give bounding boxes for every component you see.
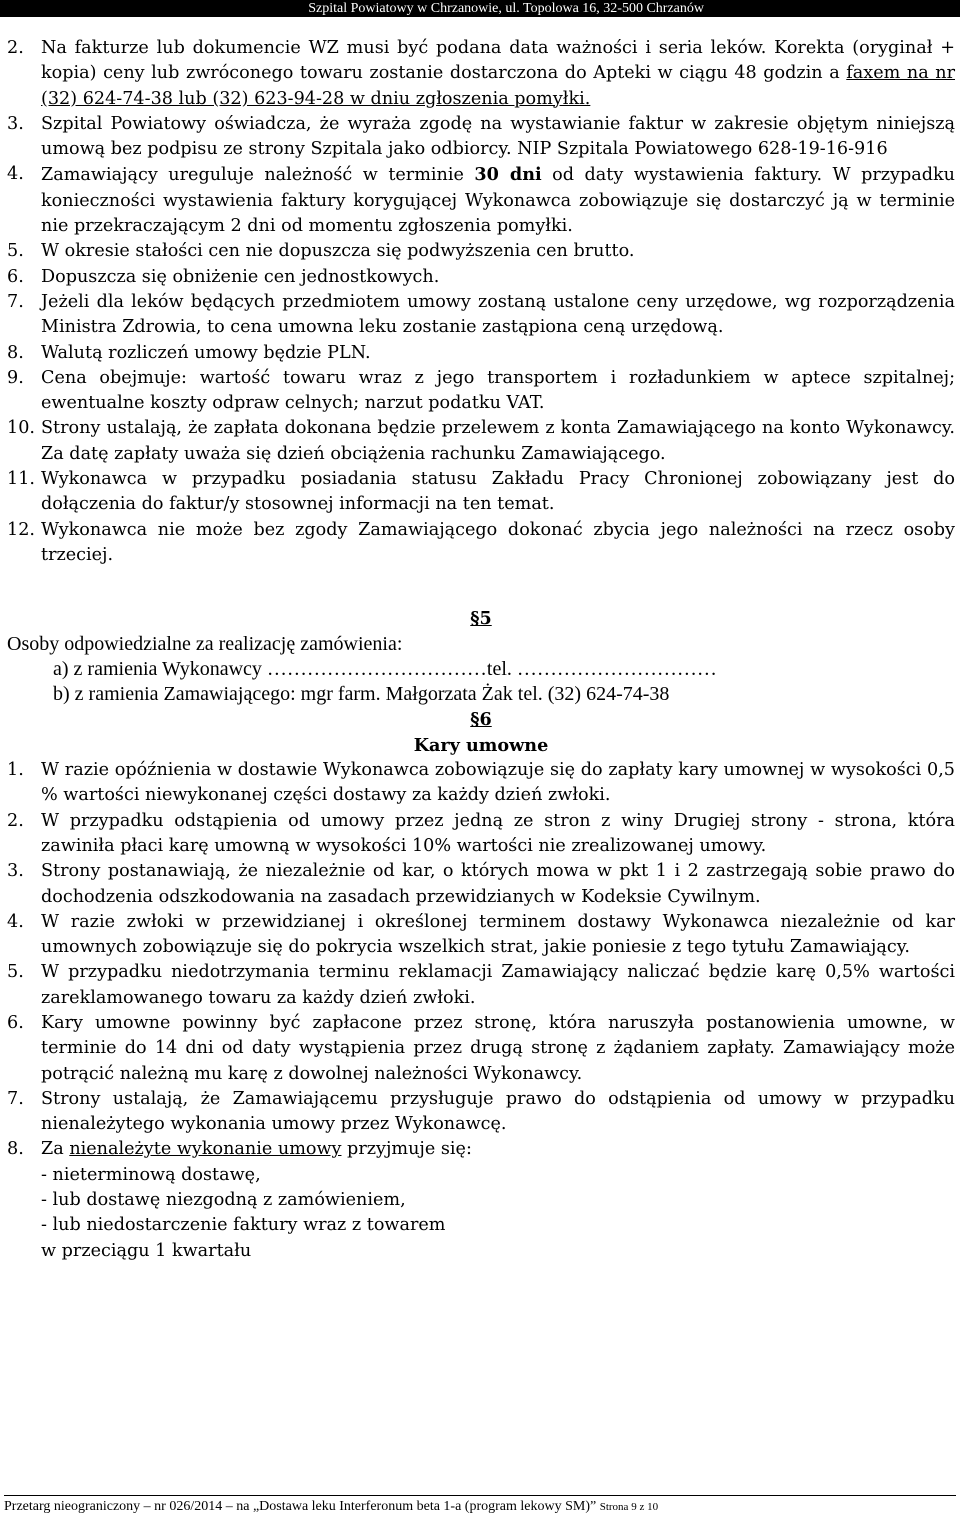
- item-number: 5.: [7, 962, 24, 983]
- list-item: [7, 809, 955, 860]
- item-text: Cena obejmuje: wartość towaru wraz z jego transportem i rozładunkiem w aptece szpitalnej; ewentualne koszty odpraw celnych; narzut podatku VAT.: [41, 367, 955, 414]
- list-item: [7, 341, 955, 366]
- list-item: [7, 467, 955, 518]
- item-text-part: Zamawiający ureguluje należność w terminie: [41, 165, 475, 186]
- item-text-part: przyjmuje się:: [341, 1139, 472, 1160]
- item-number: 3.: [7, 861, 24, 882]
- item-text: Kary umowne powinny być zapłacone przez stronę, która naruszyła postanowienia umowne, w terminie do 14 dni od daty wystąpienia przez drugą stronę z żądaniem zapłaty. Zamawiający może potrącić należną mu karę z dowolnej należności Wykonawcy.: [41, 1012, 955, 1084]
- item-number: 2.: [7, 38, 24, 58]
- item-number: 5.: [7, 241, 24, 262]
- item-text-underlined: nienależyte wykonanie umowy: [69, 1139, 342, 1160]
- item-number: 7.: [7, 1088, 24, 1109]
- document-body: [7, 36, 955, 1264]
- list-item: [7, 859, 955, 910]
- item-number: 7.: [7, 291, 24, 312]
- item-number: 9.: [7, 367, 24, 388]
- list-item: [7, 112, 955, 163]
- section-5-contractor-contact: a) z ramienia Wykonawcy ……………………………tel. …………………………: [53, 657, 717, 680]
- item-number: 1.: [7, 760, 24, 781]
- item-number: 3.: [7, 113, 24, 134]
- item-text: W razie opóźnienia w dostawie Wykonawca zobowiązuje się do zapłaty kary umownej w wysokości 0,5 % wartości niewykonanej części dostawy za każdy dzień zwłoki.: [41, 760, 955, 806]
- item-text-part: od daty wystawienia faktury. W przypadku konieczności wystawienia faktury korygującej Wykonawca zobowiązuje się dostarczyć ją w terminie nie przekraczającym 2 dni od momentu zgłoszenia pomyłki.: [41, 165, 956, 237]
- page-number: Strona 9 z 10: [599, 1501, 659, 1513]
- item-text: Jeżeli dla leków będących przedmiotem umowy zostaną ustalone ceny urzędowe, wg rozporządzenia Ministra Zdrowia, to cena umowna leku zostanie zastąpiona ceną urzędową.: [41, 291, 955, 338]
- item-number: 6.: [7, 266, 24, 287]
- list-subline: - nieterminową dostawę,: [41, 1164, 261, 1185]
- item-text: Wykonawca w przypadku posiadania statusu Zakładu Pracy Chronionej zobowiązany jest do dołączenia do faktur/y stosownej informacji na ten temat.: [41, 469, 955, 515]
- item-text-underlined: faxem na nr (32) 624-74-38 lub (32) 623-94-28 w dniu zgłoszenia pomyłki.: [41, 63, 955, 109]
- section-5-orderer-contact: b) z ramienia Zamawiającego: mgr farm. Małgorzata Żak tel. (32) 624-74-38: [53, 683, 670, 706]
- item-text: Strony postanawiają, że niezależnie od kar, o których mowa w pkt 1 i 2 zastrzegają sobie prawo do dochodzenia odszkodowania na zasadach przewidzianych w Kodeksie Cywilnym.: [41, 861, 955, 907]
- item-number: 12.: [7, 519, 35, 540]
- item-number: 2.: [7, 810, 24, 831]
- list-item: [7, 960, 955, 1011]
- list-item: [7, 36, 955, 112]
- list-item: [7, 366, 955, 417]
- page-header: [0, 0, 960, 17]
- list-item: [7, 1137, 955, 1162]
- item-text-part: Na fakturze lub dokumencie WZ musi być podana data ważności i seria leków. Korekta (oryginał + kopia) ceny lub zwróconego towaru zostanie dostarczona do Apteki w ciągu 48 godzin a: [41, 38, 955, 84]
- list-item: [7, 162, 955, 239]
- item-number: 4.: [7, 911, 24, 932]
- header-text: Szpital Powiatowy w Chrzanowie, ul. Topolowa 16, 32-500 Chrzanów: [308, 1, 704, 16]
- item-number: 11.: [7, 469, 35, 490]
- list-item: [7, 910, 955, 961]
- item-text: W przypadku niedotrzymania terminu reklamacji Zamawiający naliczać będzie karę 0,5% wartości zareklamowanego towaru za każdy dzień zwłoki.: [41, 962, 955, 1008]
- item-text: Walutą rozliczeń umowy będzie PLN.: [41, 342, 371, 363]
- list-subline: - lub dostawę niezgodną z zamówieniem,: [41, 1190, 406, 1211]
- item-text: [41, 1137, 955, 1162]
- list-item: [7, 290, 955, 341]
- item-number: 10.: [7, 418, 35, 439]
- item-text-part: Za: [41, 1139, 70, 1160]
- item-text: W przypadku odstąpienia od umowy przez jedną ze stron z winy Drugiej strony - strona, która zawiniła płaci karę umowną w wysokości 10% wartości nie zrealizowanej umowy.: [41, 810, 955, 856]
- item-text: Wykonawca nie może bez zgody Zamawiającego dokonać zbycia jego należności na rzecz osoby trzeciej.: [41, 519, 955, 565]
- item-text: W razie zwłoki w przewidzianej i określonej terminem dostawy Wykonawca niezależnie od kar umownych zobowiązuje się do pokrycia wszelkich strat, jakie poniesie z tego tytułu Zamawiający.: [41, 911, 955, 958]
- item-text: Szpital Powiatowy oświadcza, że wyraża zgodę na wystawianie faktur w zakresie objętym niniejszą umową bez podpisu ze strony Szpitala jako odbiorcy. NIP Szpitala Powiatowego 628-19-16-916: [41, 113, 955, 160]
- item-number: 8.: [7, 342, 24, 363]
- item-number: 4.: [7, 164, 24, 185]
- item-number: 8.: [7, 1139, 24, 1160]
- section-6-heading: §6: [470, 709, 492, 731]
- item-text: [41, 36, 955, 112]
- item-text: [41, 162, 955, 239]
- item-number: 6.: [7, 1012, 24, 1033]
- item-text: W okresie stałości cen nie dopuszcza się podwyższenia cen brutto.: [41, 241, 635, 262]
- item-text: Strony ustalają, że Zamawiającemu przysługuje prawo do odstąpienia od umowy w przypadku nienależytego wykonania umowy przez Wykonawcę.: [41, 1088, 955, 1135]
- page-footer: [4, 1495, 956, 1516]
- section-6-title: Kary umowne: [413, 734, 549, 756]
- list-item: [7, 265, 955, 290]
- list-subline: - lub niedostarczenie faktury wraz z towarem: [41, 1215, 446, 1236]
- section-5-intro: Osoby odpowiedzialne za realizację zamówienia:: [7, 632, 403, 655]
- item-text: Dopuszcza się obniżenie cen jednostkowych.: [41, 266, 440, 287]
- footer-text: Przetarg nieograniczony – nr 026/2014 – na „Dostawa leku Interferonum beta 1-a (program lekowy SM)”: [4, 1499, 600, 1514]
- payment-days: 30 dni: [474, 164, 542, 186]
- section-5-heading: §5: [470, 608, 492, 630]
- list-item: [7, 518, 955, 569]
- list-item: [7, 1087, 955, 1138]
- list-item: [7, 1011, 955, 1087]
- list-subline: w przeciągu 1 kwartału: [41, 1240, 252, 1261]
- list-item: [7, 758, 955, 809]
- list-item: [7, 239, 955, 264]
- item-text: Strony ustalają, że zapłata dokonana będzie przelewem z konta Zamawiającego na konto Wykonawcy. Za datę zapłaty uważa się dzień obciążenia rachunku Zamawiającego.: [41, 418, 955, 464]
- list-item: [7, 416, 955, 467]
